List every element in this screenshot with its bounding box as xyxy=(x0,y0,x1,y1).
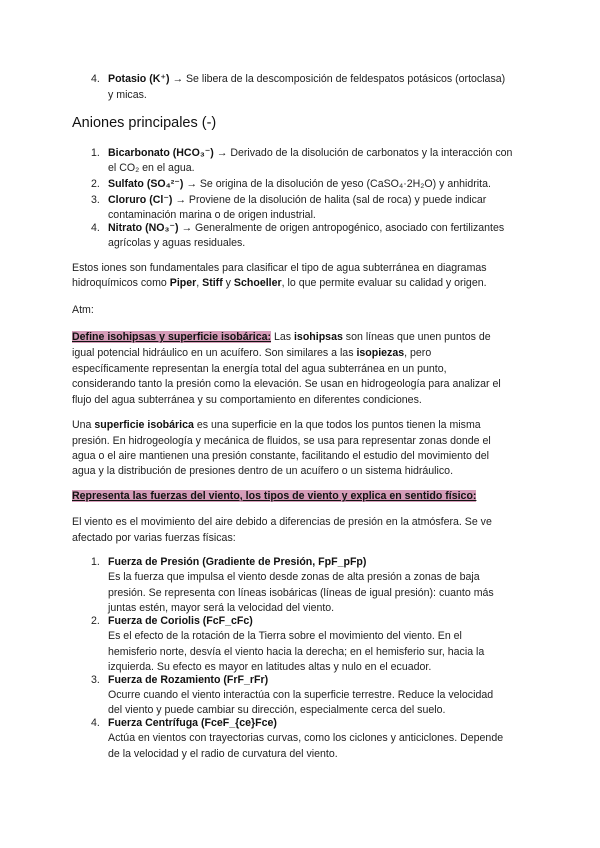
fuerza-title-coriolis xyxy=(108,614,253,630)
list-number: 1. xyxy=(91,147,100,159)
fuerza-description-line: hemisferio norte, desvía el viento hacia la derecha; en el hemisferio sur, hacia la xyxy=(108,646,485,658)
paragraph-isobarica-line xyxy=(72,418,481,434)
list-number: 4. xyxy=(91,73,100,85)
paragraph-isobarica-line: presión. En hidrogeología y mecánica de fluidos, se usa para representar zonas donde el xyxy=(72,435,491,447)
list-item-bicarbonato xyxy=(108,146,512,162)
term-schoeller: Schoeller xyxy=(233,277,282,289)
paragraph-iones-line xyxy=(72,276,487,292)
text-span: Una xyxy=(72,419,95,431)
question-text: Representa las fuerzas del viento, los tipos de viento y explica en sentido físico: xyxy=(72,490,477,502)
paragraph-isobarica-line: agua o el aire mantienen una presión constante, facilitando el estudio del movimiento del xyxy=(72,450,489,462)
list-number: 3. xyxy=(91,674,100,686)
paragraph-isohipsas-line: específicamente representan la energía total del agua subterránea en un punto, xyxy=(72,363,447,375)
list-number: 2. xyxy=(91,178,100,190)
nitrato-text: → Generalmente de origen antropogénico, asociado con fertilizantes xyxy=(178,222,505,234)
atm-label: Atm: xyxy=(72,304,94,316)
list-item-nitrato xyxy=(108,221,504,237)
list-item-cloruro xyxy=(108,193,486,209)
paragraph-isohipsas-line xyxy=(72,346,431,362)
term-potasio: Potasio (K⁺) xyxy=(108,73,170,85)
list-number: 3. xyxy=(91,194,100,206)
paragraph-isohipsas-line: considerando tanto la presión como la elevación. Se usan en hidrogeología para analizar el xyxy=(72,378,501,390)
potasio-text-cont: y micas. xyxy=(108,89,147,101)
paragraph-iones-line: Estos iones son fundamentales para clasificar el tipo de agua subterránea en diagramas xyxy=(72,262,487,274)
fuerza-description-line: Ocurre cuando el viento interactúa con la superficie terrestre. Reduce la velocidad xyxy=(108,689,494,701)
cloruro-text-cont: contaminación marina o de origen industrial. xyxy=(108,209,316,221)
list-number: 4. xyxy=(91,222,100,234)
fuerza-title-text: Fuerza de Coriolis (FcF_cFc) xyxy=(108,615,253,627)
term-superficie-isobarica: superficie isobárica xyxy=(94,419,194,431)
list-number: 2. xyxy=(91,615,100,627)
term-cloruro: Cloruro (Cl⁻) xyxy=(108,194,173,206)
term-isohipsas: isohipsas xyxy=(293,331,343,343)
bicarbonato-text-cont: el CO₂ en el agua. xyxy=(108,162,195,174)
highlighted-question-viento xyxy=(72,489,476,505)
fuerza-title-centrifuga xyxy=(108,716,277,732)
text-span: es una superficie en la que todos los puntos tienen la misma xyxy=(193,419,481,431)
cloruro-text: → Proviene de la disolución de halita (sal de roca) y puede indicar xyxy=(172,194,487,206)
text-span: , lo que permite evaluar su calidad y origen. xyxy=(281,277,487,289)
fuerza-title-text: Fuerza Centrífuga (FceF_{ce}Fce) xyxy=(108,717,277,729)
fuerza-title-text: Fuerza de Rozamiento (FrF_rFr) xyxy=(108,674,269,686)
fuerza-description-line: Es la fuerza que impulsa el viento desde zonas de alta presión a zonas de baja xyxy=(108,571,480,583)
fuerza-description-line: izquierda. Su efecto es mayor en latitudes altas y nulo en el ecuador. xyxy=(108,661,432,673)
list-number: 1. xyxy=(91,556,100,568)
text-span: son líneas que unen puntos de xyxy=(342,331,491,343)
fuerza-title-rozamiento xyxy=(108,673,268,689)
fuerza-description-line: Actúa en vientos con trayectorias curvas, como los ciclones y anticiclones. Depende xyxy=(108,732,504,744)
text-span: , xyxy=(196,277,203,289)
text-span: y xyxy=(222,277,234,289)
text-span: , pero xyxy=(404,347,432,359)
sulfato-text: → Se origina de la disolución de yeso (CaSO₄·2H₂O) y anhidrita. xyxy=(183,178,491,190)
fuerza-description-line: presión. Se representa con líneas isobáricas (líneas de igual presión): cuanto más xyxy=(108,587,494,599)
potasio-text: → Se libera de la descomposición de feldespatos potásicos (ortoclasa) xyxy=(169,73,506,85)
bicarbonato-text: → Derivado de la disolución de carbonatos y la interacción con xyxy=(213,147,513,159)
nitrato-text-cont: agrícolas y aguas residuales. xyxy=(108,237,246,249)
fuerza-description-line: Es el efecto de la rotación de la Tierra sobre el movimiento del viento. En el xyxy=(108,630,462,642)
text-span: hidroquímicos como xyxy=(72,277,170,289)
text-span: igual potencial hidráulico en un acuífero. Son similares a las xyxy=(72,347,357,359)
fuerza-description-line: del viento y puede cambiar su dirección, especialmente cerca del suelo. xyxy=(108,704,446,716)
section-heading-aniones: Aniones principales (-) xyxy=(72,115,217,131)
text-span: Las xyxy=(271,331,294,343)
list-item-sulfato xyxy=(108,177,491,193)
term-isopiezas: isopiezas xyxy=(356,347,405,359)
paragraph-viento-line: afectado por varias fuerzas físicas: xyxy=(72,532,236,544)
term-sulfato: Sulfato (SO₄²⁻) xyxy=(108,178,184,190)
fuerza-title-presion xyxy=(108,555,366,571)
paragraph-isohipsas-line: flujo del agua subterránea y su comportamiento en diferentes condiciones. xyxy=(72,394,422,406)
highlighted-question-isohipsas: Define isohipsas y superficie isobárica: xyxy=(72,331,272,343)
term-nitrato: Nitrato (NO₃⁻) xyxy=(108,222,179,234)
paragraph-viento-line: El viento es el movimiento del aire debido a diferencias de presión en la atmósfera. Se ve xyxy=(72,516,492,528)
term-stiff: Stiff xyxy=(202,277,223,289)
fuerza-title-text: Fuerza de Presión (Gradiente de Presión, FpF_pFp) xyxy=(108,556,367,568)
term-piper: Piper xyxy=(169,277,197,289)
fuerza-description-line: juntas estén, mayor será la velocidad del viento. xyxy=(108,602,335,614)
paragraph-isohipsas-line xyxy=(72,330,491,346)
paragraph-isobarica-line: agua y la distribución de presiones dentro de un acuífero o un sistema hidráulico. xyxy=(72,465,454,477)
list-item-potasio xyxy=(108,72,505,88)
fuerza-description-line: de la velocidad y el radio de curvatura del viento. xyxy=(108,748,338,760)
term-bicarbonato: Bicarbonato (HCO₃⁻) xyxy=(108,147,214,159)
list-number: 4. xyxy=(91,717,100,729)
